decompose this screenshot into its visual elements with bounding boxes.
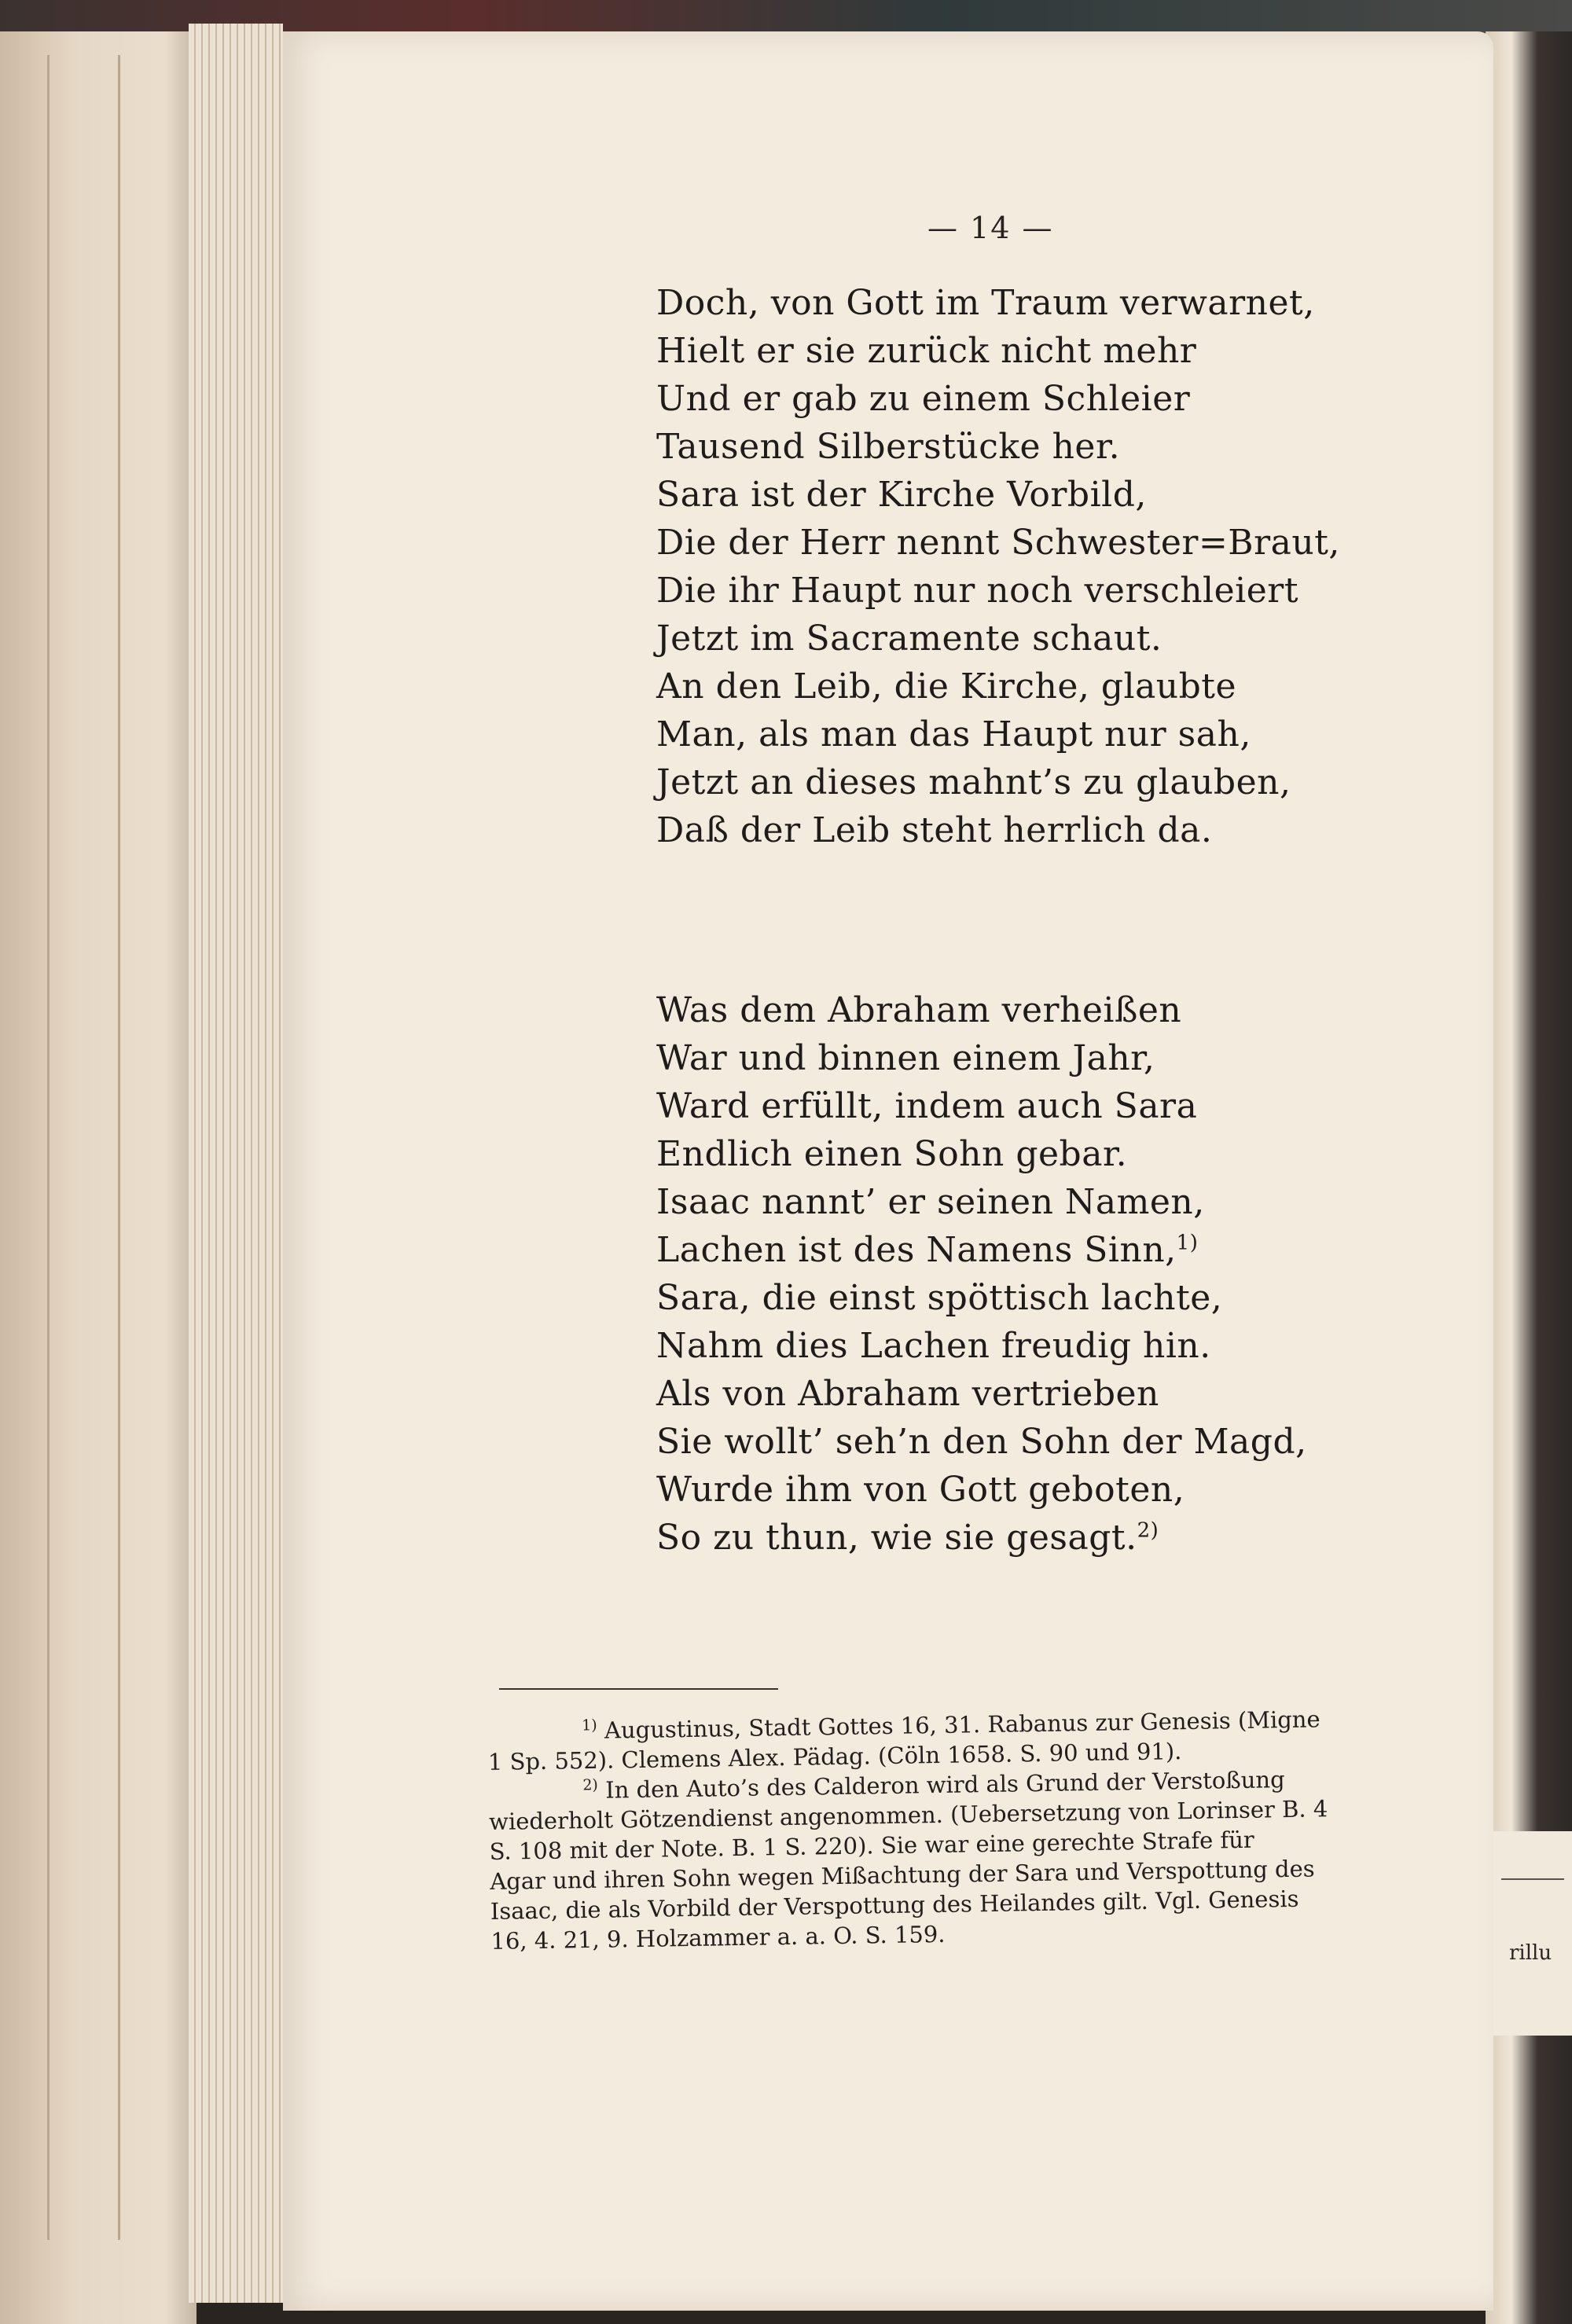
footnote-text: S. 108 mit der Note. B. 1 S. 220). Sie war eine gerechte Strafe für xyxy=(489,1826,1254,1865)
verse-line: Die der Herr nennt Schwester=Braut, xyxy=(656,523,1340,563)
footnote-text: Agar und ihren Sohn wegen Mißachtung der Sara und Verspottung des xyxy=(490,1855,1315,1895)
verse-line-with-footnote xyxy=(656,1226,1458,1274)
verse-line: Endlich einen Sohn gebar. xyxy=(656,1134,1128,1174)
verse-line: Jetzt an dieses mahnt’s zu glauben, xyxy=(656,762,1291,802)
next-page-fragment xyxy=(1493,1831,1572,2036)
left-page-edge xyxy=(118,55,120,2240)
footnote-reference: 1) xyxy=(1176,1231,1199,1255)
footnote-text: Augustinus, Stadt Gottes 16, 31. Rabanus zur Genesis (Migne xyxy=(604,1705,1320,1744)
verse-line: Ward erfüllt, indem auch Sara xyxy=(656,1086,1198,1126)
verse-line: Daß der Leib steht herrlich da. xyxy=(656,810,1213,850)
verse-line: War und binnen einem Jahr, xyxy=(656,1038,1155,1078)
footnote-text: wiederholt Götzendienst angenommen. (Uebersetzung von Lorinser B. 4 xyxy=(488,1795,1328,1835)
verse-line: Und er gab zu einem Schleier xyxy=(656,379,1191,419)
stanza xyxy=(656,986,1458,1562)
verse-line: Nahm dies Lachen freudig hin. xyxy=(656,1326,1211,1366)
verse-line: Isaac nannt’ er seinen Namen, xyxy=(656,1182,1205,1222)
verse-line: Hielt er sie zurück nicht mehr xyxy=(656,331,1197,371)
next-page-rule xyxy=(1501,1878,1564,1880)
page-number: — 14 — xyxy=(927,211,1054,245)
verse-line: Die ihr Haupt nur noch verschleiert xyxy=(656,571,1298,611)
stanza xyxy=(656,279,1458,854)
verse-line: An den Leib, die Kirche, glaubte xyxy=(656,666,1237,707)
verse-line: Wurde ihm von Gott geboten, xyxy=(656,1470,1185,1510)
footnotes xyxy=(487,1702,1497,1956)
verse-line: Sara, die einst spöttisch lachte, xyxy=(656,1278,1223,1318)
verse-line: Sie wollt’ seh’n den Sohn der Magd, xyxy=(656,1422,1307,1462)
footnote-text: 16, 4. 21, 9. Holzammer a. a. O. S. 159. xyxy=(490,1920,946,1955)
verse-line-with-footnote xyxy=(656,1514,1458,1562)
verse-text: So zu thun, wie sie gesagt. xyxy=(656,1518,1137,1558)
footnote-mark: 2) xyxy=(582,1776,599,1794)
verse-line: Tausend Silberstücke her. xyxy=(656,427,1121,467)
verse-text: Lachen ist des Namens Sinn, xyxy=(656,1230,1177,1270)
footnote-mark: 1) xyxy=(582,1716,597,1735)
footnote-text: In den Auto’s des Calderon wird als Grund der Verstoßung xyxy=(604,1766,1285,1804)
verse-line: Sara ist der Kirche Vorbild, xyxy=(656,475,1147,515)
footnote-divider xyxy=(499,1688,778,1690)
footnote-text: 1 Sp. 552). Clemens Alex. Pädag. (Cöln 1658. S. 90 und 91). xyxy=(487,1738,1182,1775)
verse-line: Als von Abraham vertrieben xyxy=(656,1374,1159,1414)
page-stack xyxy=(189,24,283,2303)
verse-line: Man, als man das Haupt nur sah, xyxy=(656,714,1251,754)
verse-line: Jetzt im Sacramente schaut. xyxy=(656,619,1162,659)
footnote-reference: 2) xyxy=(1137,1518,1159,1543)
verse-line: Doch, von Gott im Traum verwarnet, xyxy=(656,283,1315,323)
footnote-text: Isaac, die als Vorbild der Verspottung des Heilandes gilt. Vgl. Genesis xyxy=(490,1885,1299,1925)
left-page-edge xyxy=(47,55,50,2240)
next-page-text: rillu xyxy=(1509,1941,1552,1965)
verse-line: Was dem Abraham verheißen xyxy=(656,990,1182,1030)
